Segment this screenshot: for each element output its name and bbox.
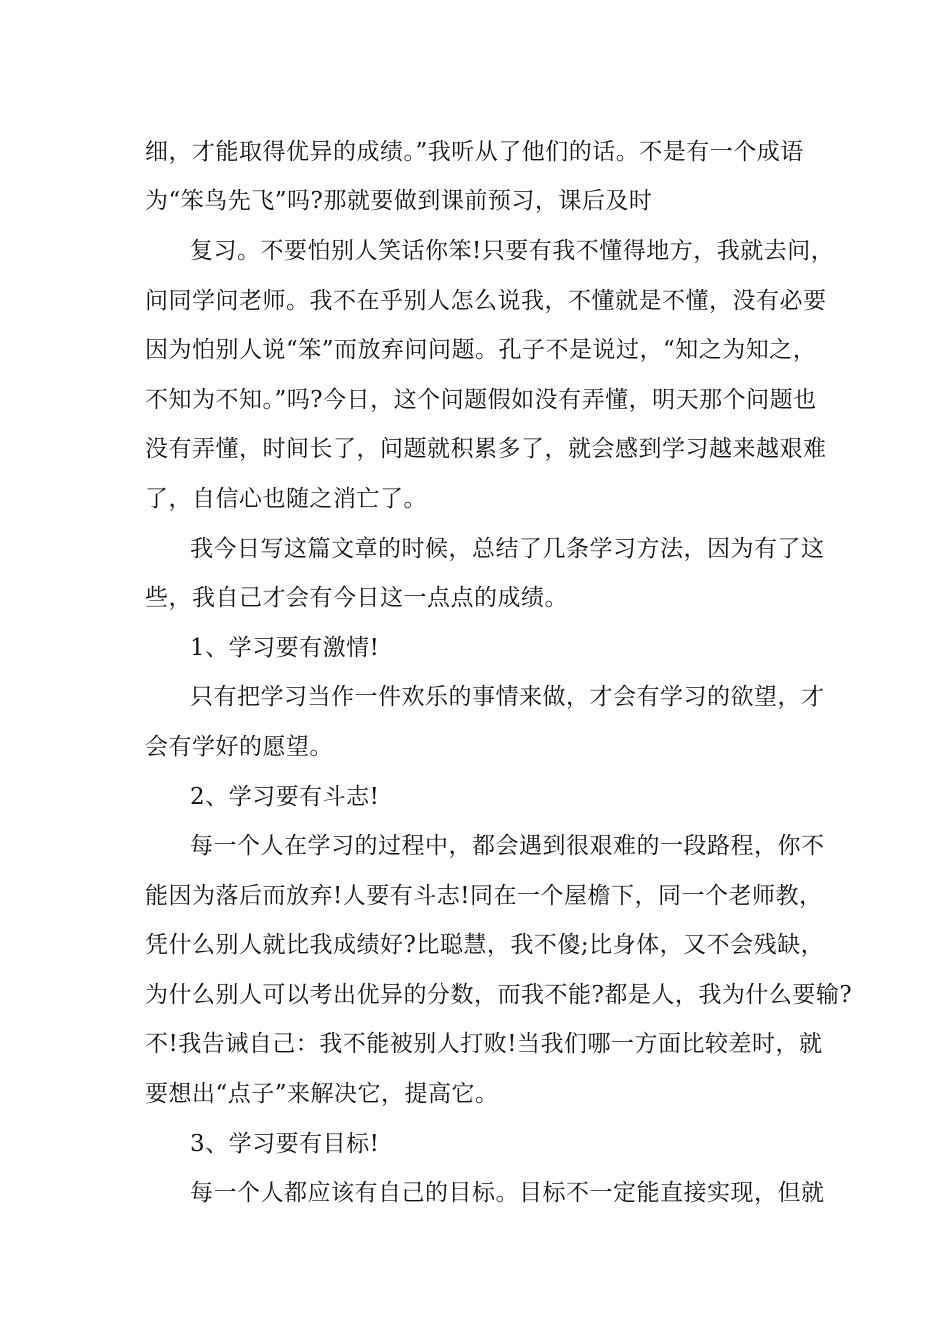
text-line: 没有弄懂，时间长了，问题就积累多了，就会感到学习越来越艰难	[145, 436, 827, 462]
text-line: 了，自信心也随之消亡了。	[145, 486, 427, 512]
text-line: 不知为不知。”吗?今日，这个问题假如没有弄懂，明天那个问题也	[145, 387, 817, 413]
text-line: 细，才能取得优异的成绩。”我听从了他们的话。不是有一个成语	[145, 139, 804, 165]
text-line: 能因为落后而放弃!人要有斗志!同在一个屋檐下，同一个老师教，	[145, 883, 823, 909]
text-line: 复习。不要怕别人笑话你笨!只要有我不懂得地方，我就去问，	[190, 238, 835, 264]
section-heading: 3、学习要有目标!	[190, 1131, 380, 1157]
text-line: 为“笨鸟先飞”吗?那就要做到课前预习，课后及时	[145, 188, 653, 214]
text-line: 不!我告诫自己：我不能被别人打败!当我们哪一方面比较差时，就	[145, 1031, 823, 1057]
text-line: 因为怕别人说“笨”而放弃问问题。孔子不是说过，“知之为知之，	[145, 337, 817, 363]
text-line: 我今日写这篇文章的时候，总结了几条学习方法，因为有了这	[190, 536, 825, 562]
text-line: 要想出“点子”来解决它，提高它。	[145, 1081, 499, 1107]
section-heading: 1、学习要有激情!	[190, 635, 380, 661]
text-line: 每一个人在学习的过程中，都会遇到很艰难的一段路程，你不	[190, 833, 825, 859]
text-line: 问同学问老师。我不在乎别人怎么说我，不懂就是不懂，没有必要	[145, 288, 827, 314]
text-line: 为什么别人可以考出优异的分数，而我不能?都是人，我为什么要输?	[145, 982, 853, 1008]
text-line: 些，我自己才会有今日这一点点的成绩。	[145, 585, 568, 611]
text-line: 每一个人都应该有自己的目标。目标不一定能直接实现，但就	[190, 1180, 825, 1206]
text-line: 凭什么别人就比我成绩好?比聪慧，我不傻;比身体，又不会残缺，	[145, 932, 825, 958]
section-heading: 2、学习要有斗志!	[190, 784, 380, 810]
text-line: 会有学好的愿望。	[145, 734, 333, 760]
text-line: 只有把学习当作一件欢乐的事情来做，才会有学习的欲望，才	[190, 684, 825, 710]
